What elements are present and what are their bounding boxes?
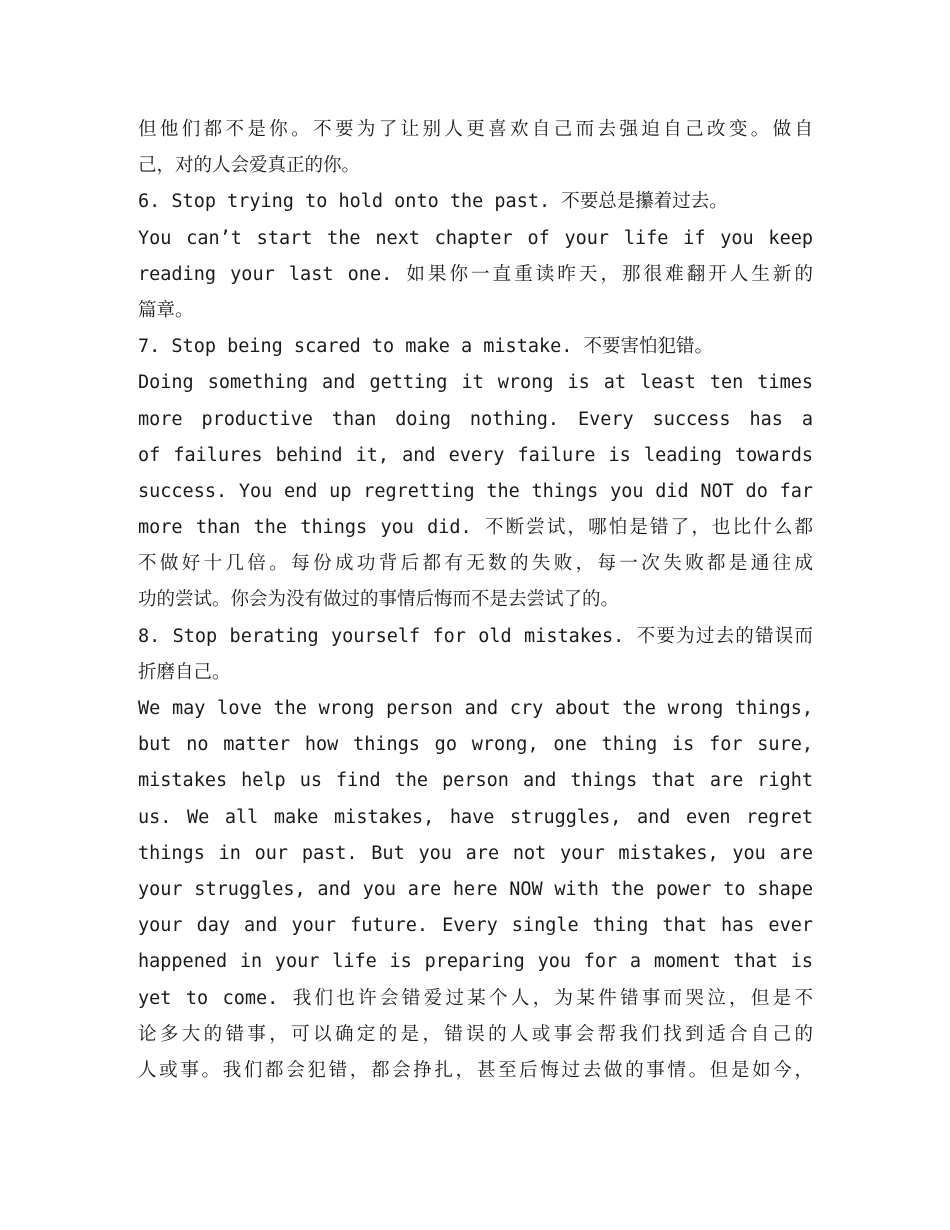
text-line: of failures behind it, and every failure is leading towards [138,444,813,466]
numbered-heading: 8. Stop berating yourself for old mistakes. 不要为过去的错误而 [138,625,813,647]
text-line: Doing something and getting it wrong is at least ten times [138,372,813,394]
numbered-heading: 6. Stop trying to hold onto the past. 不要总是攥着过去。 [138,191,728,213]
document-body [138,112,813,1089]
text-line: your day and your future. Every single thing that has ever [138,915,813,937]
text-line: us. We all make mistakes, have struggles, and even regret [138,806,813,828]
text-line: You can’t start the next chapter of your life if you keep [138,227,813,249]
text-line: success. You end up regretting the things you did NOT do far [138,480,813,502]
numbered-heading: 7. Stop being scared to make a mistake. 不要害怕犯错。 [138,336,714,358]
text-line: reading your last one. 如果你一直重读昨天，那很难翻开人生新的 [138,263,813,285]
text-line: mistakes help us find the person and things that are right [138,770,813,792]
text-line: but no matter how things go wrong, one thing is for sure, [138,734,813,756]
text-line: things in our past. But you are not your mistakes, you are [138,842,813,864]
text-line: yet to come. 我们也许会错爱过某个人，为某件错事而哭泣，但是不 [138,987,813,1009]
text-line: more productive than doing nothing. Every success has a [138,408,813,430]
text-line: more than the things you did. 不断尝试，哪怕是错了，也比什么都 [138,517,813,539]
text-line: 篇章。 [138,299,194,321]
text-line: 不做好十几倍。每份成功背后都有无数的失败，每一次失败都是通往成 [138,553,813,575]
text-line: 功的尝试。你会为没有做过的事情后悔而不是去尝试了的。 [138,589,620,611]
text-line: happened in your life is preparing you for a moment that is [138,951,813,973]
text-line: 但他们都不是你。不要为了让别人更喜欢自己而去强迫自己改变。做自 [138,119,813,140]
text-line: your struggles, and you are here NOW with the power to shape [138,878,813,900]
text-line: 己，对的人会爱真正的你。 [138,155,361,177]
text-line: 折磨自己。 [138,661,231,683]
text-line: We may love the wrong person and cry about the wrong things, [138,698,813,719]
text-line: 论多大的错事，可以确定的是，错误的人或事会帮我们找到适合自己的 [138,1023,813,1045]
text-line: 人或事。我们都会犯错，都会挣扎，甚至后悔过去做的事情。但是如今， [138,1059,813,1081]
